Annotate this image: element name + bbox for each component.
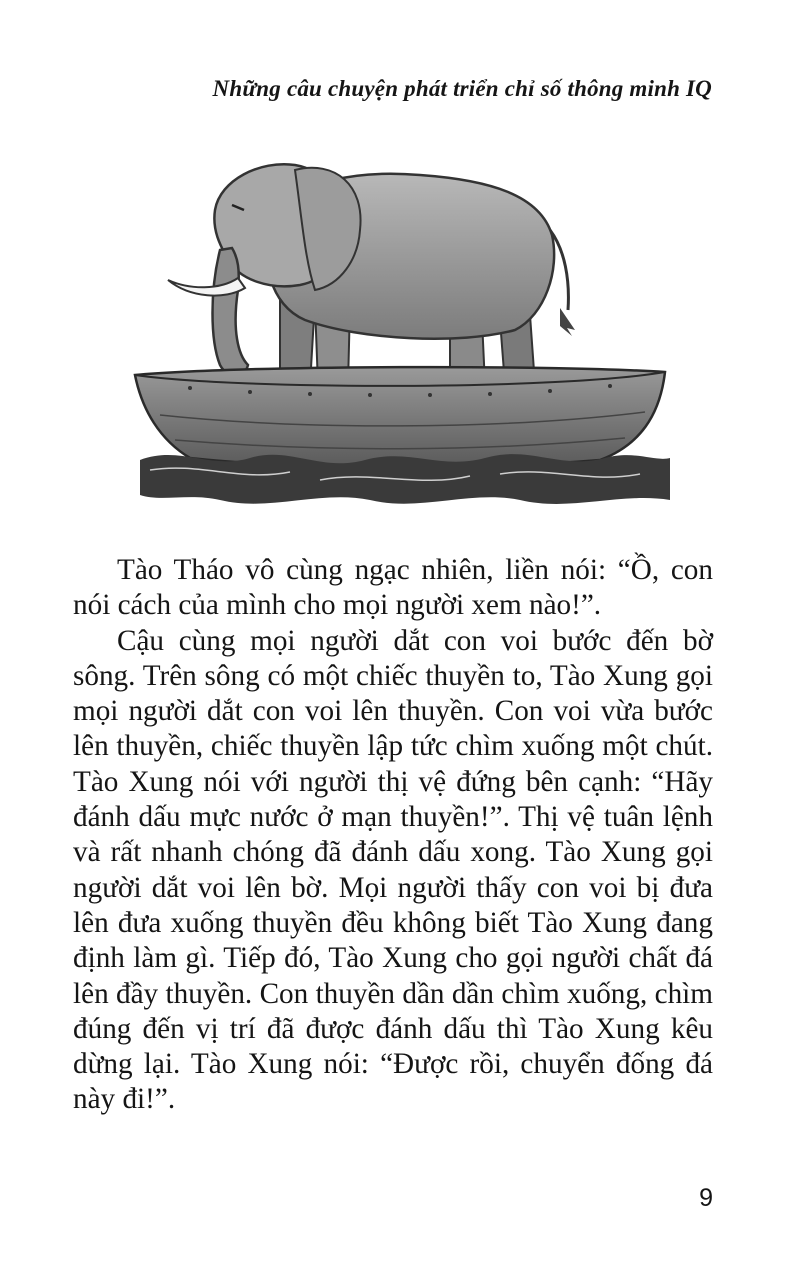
running-header: Những câu chuyện phát triển chỉ số thông minh IQ bbox=[212, 76, 712, 101]
body-text bbox=[73, 553, 713, 1118]
paragraph-1: Tào Tháo vô cùng ngạc nhiên, liền nói: “Ồ, con nói cách của mình cho mọi người xem nào!”. bbox=[73, 554, 713, 622]
page-number: 9 bbox=[699, 1184, 713, 1212]
paragraph-2: Cậu cùng mọi người dắt con voi bước đến bờ sông. Trên sông có một chiếc thuyền to, Tào Xung gọi mọi người dắt con voi lên thuyền. Con voi vừa bước lên thuyền, chiếc thuyền lập tức chìm xuống một chút. Tào Xung nói với người thị vệ đứng bên cạnh: “Hãy đánh dấu mực nước ở mạn thuyền!”. Thị vệ tuân lệnh và rất nhanh chóng đã đánh dấu xong. Tào Xung gọi người dắt voi lên bờ. Mọi người thấy con voi bị đưa lên đưa xuống thuyền đều không biết Tào Xung đang định làm gì. Tiếp đó, Tào Xung cho gọi người chất đá lên đầy thuyền. Con thuyền dần dần chìm xuống, chìm đúng đến vị trí đã được đánh dấu thì Tào Xung kêu dừng lại. Tào Xung nói: “Được rồi, chuyển đống đá này đi!”. bbox=[73, 624, 713, 1116]
elephant-boat-illustration bbox=[120, 140, 680, 520]
